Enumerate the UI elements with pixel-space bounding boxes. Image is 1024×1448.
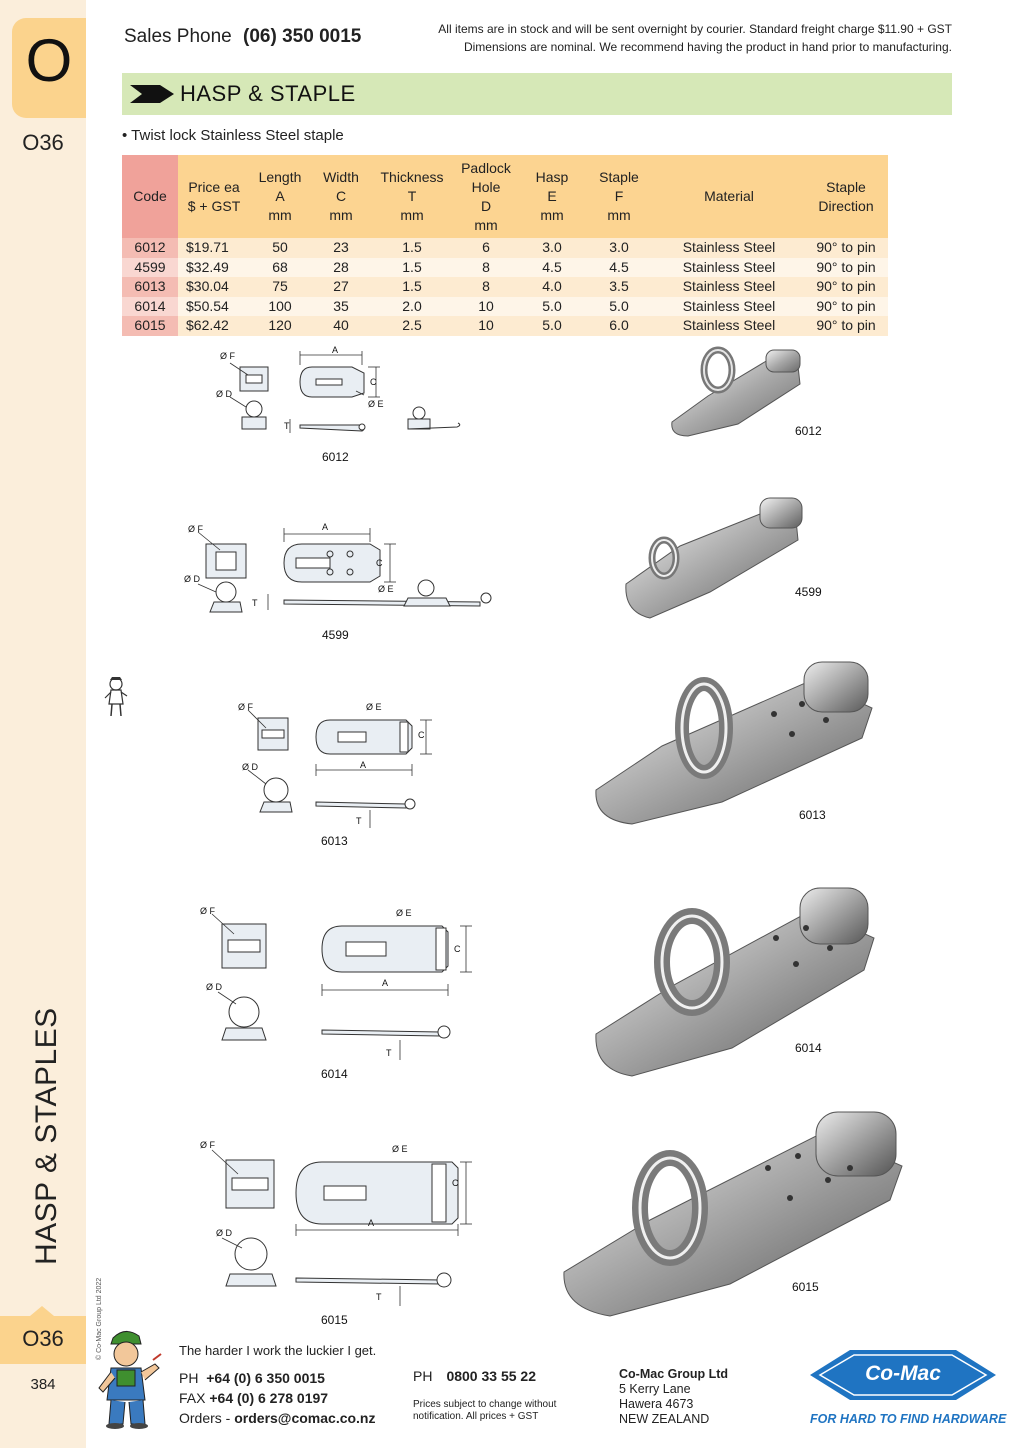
company-address <box>619 1367 728 1427</box>
footer-contacts <box>179 1368 376 1428</box>
cell-length: 68 <box>250 258 310 278</box>
th-price-1: Price ea <box>188 178 240 195</box>
diagram-label: 6014 <box>321 1067 348 1081</box>
cell-code[interactable]: 6012 <box>122 238 178 258</box>
table-row <box>122 297 888 317</box>
cell-width: 35 <box>310 297 372 317</box>
orders-email[interactable]: orders@comac.co.nz <box>234 1410 376 1426</box>
th-staple-2: F <box>614 188 624 204</box>
vertical-section-title: HASP & STAPLES <box>30 1007 63 1265</box>
cell-direction: 90° to pin <box>804 297 888 317</box>
cell-hasp: 5.0 <box>520 316 584 336</box>
cell-hasp: 3.0 <box>520 238 584 258</box>
cell-length: 75 <box>250 277 310 297</box>
section-letter: O <box>25 27 73 94</box>
cell-price: $50.54 <box>178 297 250 317</box>
cell-code[interactable]: 6013 <box>122 277 178 297</box>
table-header-row <box>122 155 888 238</box>
cell-code[interactable]: 6014 <box>122 297 178 317</box>
ph2-number[interactable]: 0800 33 55 22 <box>446 1368 536 1384</box>
cell-direction: 90° to pin <box>804 316 888 336</box>
diagram-6012 <box>212 345 482 445</box>
th-width-3: mm <box>329 207 353 223</box>
page-number: 384 <box>30 1376 56 1393</box>
th-thickness-3: mm <box>400 207 424 223</box>
spec-table <box>122 155 888 336</box>
product-photo-4599 <box>620 492 810 622</box>
dim-e: Ø E <box>396 908 412 918</box>
th-direction <box>804 155 888 238</box>
th-direction-2: Direction <box>818 197 874 214</box>
cell-price: $19.71 <box>178 238 250 258</box>
cell-padlock: 10 <box>452 316 520 336</box>
photo-label: 4599 <box>795 585 822 599</box>
cell-padlock: 10 <box>452 297 520 317</box>
cell-thickness: 1.5 <box>372 277 452 297</box>
mascot-icon <box>95 1326 165 1430</box>
address-line-1: 5 Kerry Lane <box>619 1382 691 1396</box>
cell-direction: 90° to pin <box>804 277 888 297</box>
cell-padlock: 8 <box>452 258 520 278</box>
dim-f: Ø F <box>200 906 215 916</box>
dim-a: A <box>368 1218 375 1228</box>
header-note-line1: All items are in stock and will be sent overnight by courier. Standard freight charge $11.90 + GST <box>438 22 952 36</box>
th-thickness-1: Thickness <box>380 169 444 185</box>
cell-direction: 90° to pin <box>804 258 888 278</box>
diagram-label: 6012 <box>322 450 349 464</box>
address-line-3: NEW ZEALAND <box>619 1412 710 1426</box>
photo-label: 6012 <box>795 424 822 438</box>
diagram-label: 6015 <box>321 1313 348 1327</box>
th-hasp <box>520 155 584 238</box>
dim-c: C <box>370 377 377 387</box>
dim-t: T <box>252 598 258 608</box>
th-price-2: $ + GST <box>187 197 241 214</box>
table-row <box>122 316 888 336</box>
th-thickness <box>372 155 452 238</box>
th-hasp-1: Hasp <box>535 169 569 185</box>
section-title-bar <box>122 73 952 115</box>
cell-staple: 3.0 <box>584 238 654 258</box>
dim-d: Ø D <box>184 574 201 584</box>
dim-t: T <box>386 1048 392 1058</box>
th-code-label: Code <box>133 188 167 204</box>
cell-thickness: 2.5 <box>372 316 452 336</box>
product-photo-6014 <box>592 884 884 1080</box>
cell-material: Stainless Steel <box>654 316 804 336</box>
ph-label: PH <box>179 1370 199 1386</box>
cell-length: 100 <box>250 297 310 317</box>
th-code <box>122 155 178 238</box>
th-width-1: Width <box>323 169 359 185</box>
dim-a: A <box>382 978 389 988</box>
cell-hasp: 5.0 <box>520 297 584 317</box>
th-length <box>250 155 310 238</box>
cell-length: 120 <box>250 316 310 336</box>
logo-text: Co-Mac <box>865 1362 941 1385</box>
prices-note-1: Prices subject to change without <box>413 1399 557 1410</box>
logo-tagline: FOR HARD TO FIND HARDWARE <box>810 1412 1007 1426</box>
diagram-6015 <box>196 1134 486 1314</box>
product-photo-6012 <box>668 344 808 440</box>
dim-f: Ø F <box>188 524 203 534</box>
th-padlock <box>452 155 520 238</box>
photo-label: 6015 <box>792 1280 819 1294</box>
cell-padlock: 8 <box>452 277 520 297</box>
cell-thickness: 1.5 <box>372 258 452 278</box>
dim-a: A <box>360 760 367 770</box>
ph-number[interactable]: +64 (0) 6 350 0015 <box>206 1370 325 1386</box>
dim-d: Ø D <box>216 389 233 399</box>
dim-d: Ø D <box>206 982 223 992</box>
copyright-notice: © Co-Mac Group Ltd 2022 <box>96 1277 103 1360</box>
dim-f: Ø F <box>220 351 235 361</box>
photo-label: 6013 <box>799 808 826 822</box>
ph2-label: PH <box>413 1368 433 1384</box>
th-padlock-4: mm <box>474 216 498 233</box>
dim-f: Ø F <box>200 1140 215 1150</box>
slogan: The harder I work the luckier I get. <box>179 1343 377 1358</box>
dim-c: C <box>452 1178 459 1188</box>
cell-width: 28 <box>310 258 372 278</box>
cell-price: $32.49 <box>178 258 250 278</box>
th-width-2: C <box>335 188 347 204</box>
th-thickness-2: T <box>407 188 417 204</box>
th-material-label: Material <box>704 188 754 204</box>
dim-a: A <box>322 522 329 532</box>
diagram-6013 <box>230 698 450 828</box>
dim-f: Ø F <box>238 702 253 712</box>
cell-staple: 5.0 <box>584 297 654 317</box>
th-hasp-2: E <box>547 188 557 204</box>
dim-c: C <box>376 558 383 568</box>
cell-length: 50 <box>250 238 310 258</box>
dim-e: Ø E <box>378 584 394 594</box>
table-row <box>122 277 888 297</box>
cell-code[interactable]: 6015 <box>122 316 178 336</box>
photo-label: 6014 <box>795 1041 822 1055</box>
th-staple-3: mm <box>607 207 631 223</box>
cell-width: 40 <box>310 316 372 336</box>
cell-staple: 3.5 <box>584 277 654 297</box>
dim-a: A <box>332 345 339 355</box>
cell-direction: 90° to pin <box>804 238 888 258</box>
prices-note-2: notification. All prices + GST <box>413 1411 539 1422</box>
cell-width: 23 <box>310 238 372 258</box>
cell-price: $62.42 <box>178 316 250 336</box>
th-padlock-2: Hole <box>471 178 501 195</box>
cell-code[interactable]: 4599 <box>122 258 178 278</box>
th-staple-1: Staple <box>599 169 639 185</box>
orders-label: Orders - <box>179 1410 231 1426</box>
fax-number[interactable]: +64 (0) 6 278 0197 <box>209 1390 329 1406</box>
feature-bullet: • Twist lock Stainless Steel staple <box>122 127 344 144</box>
dim-c: C <box>418 730 425 740</box>
freephone <box>413 1368 536 1384</box>
sales-phone <box>124 26 361 48</box>
page-code-top: O36 <box>22 130 64 155</box>
th-direction-1: Staple <box>826 178 866 195</box>
cell-staple: 4.5 <box>584 258 654 278</box>
cell-price: $30.04 <box>178 277 250 297</box>
page-code-bottom: O36 <box>22 1326 64 1351</box>
th-material <box>654 155 804 238</box>
dim-c: C <box>454 944 461 954</box>
table-row <box>122 238 888 258</box>
diagram-6014 <box>196 900 486 1060</box>
mascot-small-icon <box>103 676 129 718</box>
table-row <box>122 258 888 278</box>
dim-e: Ø E <box>392 1144 408 1154</box>
dim-d: Ø D <box>242 762 259 772</box>
fax-label: FAX <box>179 1390 206 1406</box>
cell-material: Stainless Steel <box>654 238 804 258</box>
cell-hasp: 4.0 <box>520 277 584 297</box>
prices-note <box>413 1399 573 1423</box>
th-padlock-3: D <box>480 197 492 214</box>
diagram-label: 6013 <box>321 834 348 848</box>
cell-material: Stainless Steel <box>654 258 804 278</box>
dim-t: T <box>356 816 362 826</box>
cell-padlock: 6 <box>452 238 520 258</box>
dim-d: Ø D <box>216 1228 233 1238</box>
th-length-3: mm <box>268 207 292 223</box>
cell-hasp: 4.5 <box>520 258 584 278</box>
cell-material: Stainless Steel <box>654 297 804 317</box>
diagram-label: 4599 <box>322 628 349 642</box>
th-length-1: Length <box>258 169 302 185</box>
th-price <box>178 155 250 238</box>
th-width <box>310 155 372 238</box>
cell-material: Stainless Steel <box>654 277 804 297</box>
company-name: Co-Mac Group Ltd <box>619 1367 729 1381</box>
dim-t: T <box>284 421 290 431</box>
th-staple <box>584 155 654 238</box>
cell-width: 27 <box>310 277 372 297</box>
section-title: HASP & STAPLE <box>180 81 356 106</box>
th-padlock-1: Padlock <box>461 159 511 176</box>
cell-staple: 6.0 <box>584 316 654 336</box>
dim-t: T <box>376 1292 382 1302</box>
dim-e: Ø E <box>366 702 382 712</box>
product-photo-6013 <box>592 658 884 828</box>
dim-e: Ø E <box>368 399 384 409</box>
th-hasp-3: mm <box>540 207 564 223</box>
diagram-4599 <box>180 518 500 628</box>
sales-phone-number[interactable]: (06) 350 0015 <box>243 26 362 47</box>
arrow-right-icon <box>130 85 174 103</box>
header-note <box>438 20 952 56</box>
comac-logo[interactable] <box>810 1342 1007 1438</box>
th-length-2: A <box>275 188 285 204</box>
product-photo-6015 <box>560 1108 910 1320</box>
cell-thickness: 1.5 <box>372 238 452 258</box>
header-note-line2: Dimensions are nominal. We recommend having the product in hand prior to manufacturing. <box>463 40 952 54</box>
sales-phone-label: Sales Phone <box>124 26 232 47</box>
cell-thickness: 2.0 <box>372 297 452 317</box>
address-line-2: Hawera 4673 <box>619 1397 694 1411</box>
